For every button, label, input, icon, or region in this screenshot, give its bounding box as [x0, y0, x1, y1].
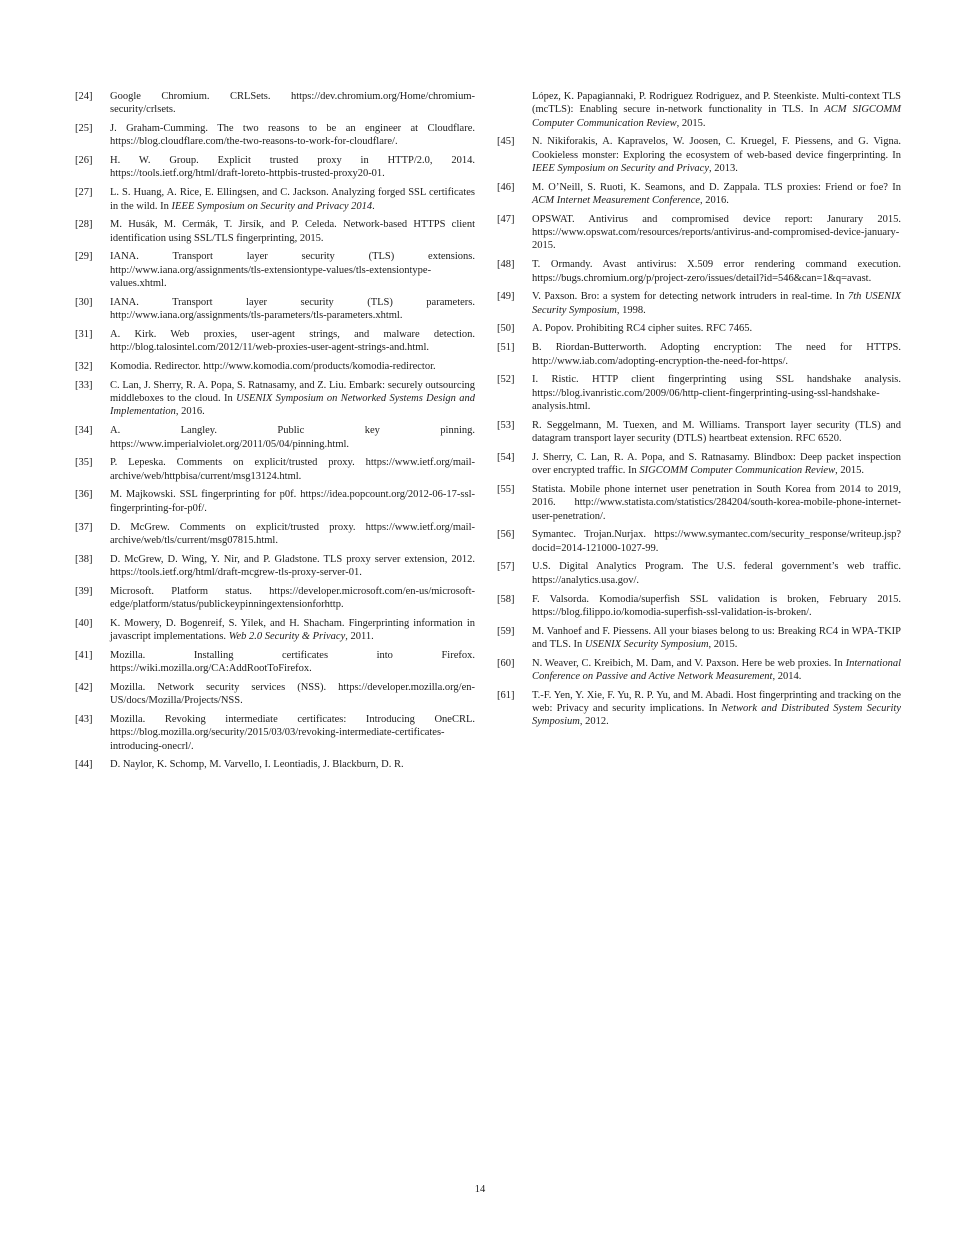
reference-text-segment: P. Lepeska. Comments on explicit/trusted proxy. https://www.ietf.org/mail-archive/web/httpbisa/current/msg13124.html. — [110, 457, 475, 482]
reference-text-segment: , 2013. — [709, 162, 738, 174]
reference-text-segment: M. Majkowski. SSL fingerprinting for p0f. https://idea.popcount.org/2012-06-17-ssl-fingerprinting-for-p0f/. — [110, 489, 475, 514]
reference-text — [110, 296, 475, 323]
reference-number: [39] — [75, 585, 93, 597]
reference-number: [51] — [497, 342, 515, 354]
reference-item — [75, 681, 475, 708]
reference-item — [75, 488, 475, 515]
reference-number: [49] — [497, 291, 515, 303]
reference-text-segment: N. Nikiforakis, A. Kapravelos, W. Joosen, C. Kruegel, F. Piessens, and G. Vigna. Cookieless monster: Exploring the ecosystem of web-based device fingerprinting. In — [532, 136, 901, 161]
reference-text — [110, 649, 475, 676]
reference-text — [532, 560, 901, 587]
reference-item — [75, 649, 475, 676]
reference-number: [44] — [75, 759, 93, 771]
reference-text — [110, 360, 475, 373]
reference-item — [75, 585, 475, 612]
reference-item — [497, 625, 901, 652]
reference-number: [47] — [497, 213, 515, 225]
reference-number: [30] — [75, 296, 93, 308]
reference-text-segment: M. Husák, M. Cermák, T. Jirsík, and P. Celeda. Network-based HTTPS client identification using SSL/TLS fingerprinting, 2015. — [110, 219, 475, 244]
reference-item — [75, 296, 475, 323]
reference-text-segment: U.S. Digital Analytics Program. The U.S. federal government’s web traffic. https://analytics.usa.gov/. — [532, 561, 901, 586]
reference-number: [61] — [497, 689, 515, 701]
reference-text — [110, 488, 475, 515]
reference-text-segment: D. McGrew. Comments on explicit/trusted proxy. https://www.ietf.org/mail-archive/web/tls/current/msg07815.html. — [110, 521, 475, 546]
reference-item — [497, 213, 901, 253]
reference-text — [110, 681, 475, 708]
reference-item — [75, 553, 475, 580]
reference-number: [52] — [497, 374, 515, 386]
reference-text — [532, 135, 901, 175]
reference-text — [110, 328, 475, 355]
reference-number: [27] — [75, 187, 93, 199]
reference-text-segment: D. McGrew, D. Wing, Y. Nir, and P. Gladstone. TLS proxy server extension, 2012. https://tools.ietf.org/html/draft-mcgrew-tls-proxy-server-01. — [110, 553, 475, 578]
venue-name-italic: Web 2.0 Security & Privacy — [228, 631, 346, 643]
reference-text-segment: H. W. Group. Explicit trusted proxy in HTTP/2.0, 2014. https://tools.ietf.org/html/draft-loreto-httpbis-trusted-proxy20-01. — [110, 155, 475, 180]
reference-number: [32] — [75, 361, 93, 373]
references-column-right — [497, 90, 901, 777]
reference-text-segment: M. Vanhoef and F. Piessens. All your biases belong to us: Breaking RC4 in WPA-TKIP and TLS. In — [532, 625, 901, 650]
reference-text — [110, 585, 475, 612]
reference-number: [50] — [497, 323, 515, 335]
reference-text — [110, 218, 475, 245]
reference-text-segment: R. Seggelmann, M. Tuexen, and M. Williams. Transport layer security (TLS) and datagram transport layer security (DTLS) heartbeat extension. RFC 6520. — [532, 419, 901, 445]
reference-item — [75, 521, 475, 548]
reference-text — [110, 90, 475, 117]
reference-number: [58] — [497, 593, 515, 605]
venue-name-italic: ACM Internet Measurement Conference — [532, 195, 701, 207]
reference-number: [56] — [497, 529, 515, 541]
reference-text — [110, 521, 475, 548]
reference-text-segment: , 2015. — [676, 117, 706, 129]
reference-text-segment: IANA. Transport layer security (TLS) parameters. http://www.iana.org/assignments/tls-parameters/tls-parameters.xhtml. — [110, 296, 475, 322]
reference-number: [25] — [75, 123, 93, 135]
reference-text — [110, 617, 475, 644]
reference-item — [75, 758, 475, 771]
reference-text-segment: J. Graham-Cumming. The two reasons to be an engineer at Cloudflare. https://blog.cloudflare.com/the-two-reasons-to-work-for-cloudflare/. — [110, 123, 475, 148]
reference-text-segment: , 2011. — [345, 631, 374, 643]
reference-text — [110, 186, 475, 213]
reference-text — [532, 528, 901, 555]
reference-text — [110, 250, 475, 290]
reference-text — [532, 483, 901, 523]
reference-number: [55] — [497, 483, 515, 495]
venue-name-italic: USENIX Symposium on Networked Systems Design and Implementation — [110, 393, 475, 418]
reference-item — [75, 360, 475, 373]
reference-item — [497, 290, 901, 317]
reference-text-segment: K. Mowery, D. Bogenreif, S. Yilek, and H. Shacham. Fingerprinting information in javascript implementations. — [110, 617, 475, 643]
reference-number: [40] — [75, 617, 93, 629]
reference-text-segment: , 2012. — [579, 716, 609, 728]
reference-item — [497, 689, 901, 729]
reference-item — [75, 424, 475, 451]
reference-text — [110, 424, 475, 451]
reference-text — [110, 122, 475, 149]
reference-text-segment: Komodia. Redirector. http://www.komodia.com/products/komodia-redirector. — [110, 361, 436, 373]
reference-item — [497, 483, 901, 523]
reference-text-segment: L. S. Huang, A. Rice, E. Ellingsen, and C. Jackson. Analyzing forged SSL certificates in the wild. In — [110, 187, 475, 212]
reference-text-segment: , 1998. — [616, 304, 646, 316]
reference-text-segment: I. Ristic. HTTP client fingerprinting using SSL handshake analysis. https://blog.ivanristic.com/2009/06/http-client-fingerprinting-using-ssl-handshake-analysis.html. — [532, 374, 901, 412]
reference-text-segment: , 2014. — [772, 670, 802, 682]
reference-text — [110, 456, 475, 483]
references-columns — [75, 90, 901, 777]
venue-name-italic: USENIX Security Symposium — [584, 638, 709, 650]
reference-number: [59] — [497, 625, 515, 637]
reference-item — [75, 617, 475, 644]
reference-text-segment: J. Sherry, C. Lan, R. A. Popa, and S. Ratnasamy. Blindbox: Deep packet inspection over encrypted traffic. In — [532, 451, 901, 477]
venue-name-italic: Network and Distributed System Security Symposium — [532, 703, 901, 728]
reference-text — [110, 553, 475, 580]
reference-number: [43] — [75, 714, 93, 726]
reference-text-segment: Symantec. Trojan.Nurjax. https://www.symantec.com/security_response/writeup.jsp?docid=2014-121000-1027-99. — [532, 529, 901, 554]
reference-text-segment: T. Ormandy. Avast antivirus: X.509 error rendering command execution. https://bugs.chromium.org/p/project-zero/issues/detail?id=546&can=1&q=avast. — [532, 259, 901, 284]
reference-number: [42] — [75, 681, 93, 693]
reference-text-segment: B. Riordan-Butterworth. Adopting encryption: The need for HTTPS. http://www.iab.com/adopting-encryption-the-need-for-https/. — [532, 342, 901, 367]
reference-item — [75, 250, 475, 290]
reference-number: [54] — [497, 451, 515, 463]
reference-text — [532, 181, 901, 208]
reference-number: [60] — [497, 657, 515, 669]
references-column-left — [75, 90, 475, 777]
reference-item — [75, 713, 475, 753]
reference-text — [532, 625, 901, 652]
reference-text-segment: Microsoft. Platform status. https://developer.microsoft.com/en-us/microsoft-edge/platform/status/publickeypinningextensionforhttp. — [110, 585, 475, 610]
reference-text-segment: A. Kirk. Web proxies, user-agent strings, and malware detection. http://blog.talosintel.com/2012/11/web-proxies-user-agent-strings-and.html. — [110, 328, 475, 354]
reference-number: [53] — [497, 419, 515, 431]
reference-number: [37] — [75, 521, 93, 533]
reference-number: [48] — [497, 259, 515, 271]
reference-text — [532, 322, 901, 335]
reference-text — [110, 713, 475, 753]
reference-item — [497, 528, 901, 555]
reference-text-segment: T.-F. Yen, Y. Xie, F. Yu, R. P. Yu, and M. Abadi. Host fingerprinting and tracking on the web: Privacy and security implications. In — [532, 689, 901, 715]
page-number: 14 — [474, 1184, 486, 1195]
reference-item — [75, 154, 475, 181]
reference-item — [497, 181, 901, 208]
venue-name-italic: IEEE Symposium on Security and Privacy 2014 — [171, 200, 373, 212]
reference-text — [532, 213, 901, 253]
reference-text-segment: A. Popov. Prohibiting RC4 cipher suites. RFC 7465. — [532, 323, 753, 335]
reference-text — [532, 373, 901, 413]
reference-text — [110, 379, 475, 419]
reference-text-segment: F. Valsorda. Komodia/superfish SSL validation is broken, February 2015. https://blog.filippo.io/komodia-superfish-ssl-validation-is-broken/. — [532, 593, 901, 618]
reference-item — [497, 451, 901, 478]
venue-name-italic: SIGCOMM Computer Communication Review — [639, 465, 836, 477]
reference-text-segment: . — [372, 200, 375, 212]
reference-number: [41] — [75, 649, 93, 661]
reference-item — [75, 186, 475, 213]
reference-text — [532, 657, 901, 684]
reference-item — [75, 328, 475, 355]
reference-text-segment: López, K. Papagiannaki, P. Rodriguez Rodriguez, and P. Steenkiste. Multi-context TLS (mcTLS): Enabling secure in-network functionality in TLS. In — [532, 91, 901, 116]
reference-number: [38] — [75, 553, 93, 565]
reference-text-segment: N. Weaver, C. Kreibich, M. Dam, and V. Paxson. Here be web proxies. In — [532, 657, 846, 669]
reference-item — [75, 218, 475, 245]
reference-item — [497, 90, 901, 130]
reference-item — [75, 90, 475, 117]
reference-text-segment: D. Naylor, K. Schomp, M. Varvello, I. Leontiadis, J. Blackburn, D. R. — [110, 759, 404, 771]
reference-number: [29] — [75, 251, 93, 263]
reference-item — [497, 322, 901, 335]
reference-text-segment: Mozilla. Revoking intermediate certificates: Introducing OneCRL. https://blog.mozilla.org/security/2015/03/03/revoking-intermediate-certificates-introducing-onecrl/. — [110, 714, 475, 752]
reference-item — [497, 593, 901, 620]
reference-text — [532, 341, 901, 368]
reference-item — [497, 341, 901, 368]
reference-text-segment: , 2016. — [175, 406, 205, 418]
reference-text — [532, 451, 901, 478]
reference-item — [497, 657, 901, 684]
reference-number: [45] — [497, 136, 515, 148]
reference-number: [33] — [75, 379, 93, 391]
reference-text-segment: V. Paxson. Bro: a system for detecting network intruders in real-time. In — [532, 291, 848, 303]
reference-text — [532, 258, 901, 285]
reference-text — [532, 290, 901, 317]
reference-number: [28] — [75, 219, 93, 231]
reference-number: [46] — [497, 181, 515, 193]
reference-item — [75, 122, 475, 149]
venue-name-italic: International Conference on Passive and Active Network Measurement — [532, 657, 901, 682]
reference-text-segment: , 2015. — [835, 465, 864, 477]
reference-text-segment: , 2016. — [700, 195, 729, 207]
reference-number: [31] — [75, 328, 93, 340]
reference-text — [532, 593, 901, 620]
reference-text-segment: Google Chromium. CRLSets. https://dev.chromium.org/Home/chromium-security/crlsets. — [110, 91, 475, 116]
reference-text-segment: Statista. Mobile phone internet user penetration in South Korea from 2014 to 2019, 2016. http://www.statista.com/statistics/284204/south-korea-mobile-phone-internet-user-penetration/. — [532, 483, 901, 522]
reference-text — [532, 419, 901, 446]
reference-item — [497, 258, 901, 285]
venue-name-italic: 7th USENIX Security Symposium — [532, 291, 902, 316]
reference-number: [35] — [75, 457, 93, 469]
venue-name-italic: IEEE Symposium on Security and Privacy — [532, 162, 709, 174]
reference-text-segment: C. Lan, J. Sherry, R. A. Popa, S. Ratnasamy, and Z. Liu. Embark: securely outsourcing middleboxes to the cloud. In — [110, 379, 475, 405]
reference-item — [497, 373, 901, 413]
reference-number: [26] — [75, 155, 93, 167]
reference-text-segment: IANA. Transport layer security (TLS) extensions. http://www.iana.org/assignments/tls-extensiontype-values/tls-extensiontype-values.xhtml. — [110, 251, 475, 290]
reference-item — [497, 419, 901, 446]
reference-text — [110, 154, 475, 181]
reference-text-segment: OPSWAT. Antivirus and compromised device report: Janurary 2015. https://www.opswat.com/resources/reports/antivirus-and-compromised-device-january-2015. — [532, 213, 901, 252]
reference-number: [36] — [75, 489, 93, 501]
reference-number: [57] — [497, 561, 515, 573]
venue-name-italic: ACM SIGCOMM Computer Communication Review — [532, 104, 901, 129]
reference-item — [497, 135, 901, 175]
reference-text — [532, 689, 901, 729]
reference-text-segment: A. Langley. Public key pinning. https://www.imperialviolet.org/2011/05/04/pinning.html. — [110, 425, 475, 450]
reference-text — [532, 90, 901, 130]
reference-number: [24] — [75, 91, 93, 102]
reference-text-segment: , 2015. — [708, 638, 738, 650]
reference-number: [34] — [75, 425, 93, 437]
reference-text-segment: M. O’Neill, S. Ruoti, K. Seamons, and D. Zappala. TLS proxies: Friend or foe? In — [532, 181, 901, 193]
reference-item — [75, 456, 475, 483]
reference-text-segment: Mozilla. Network security services (NSS). https://developer.mozilla.org/en-US/docs/Mozilla/Projects/NSS. — [110, 681, 475, 707]
reference-text-segment: Mozilla. Installing certificates into Firefox. https://wiki.mozilla.org/CA:AddRootToFirefox. — [110, 649, 475, 675]
reference-item — [75, 379, 475, 419]
reference-text — [110, 758, 475, 771]
reference-item — [497, 560, 901, 587]
